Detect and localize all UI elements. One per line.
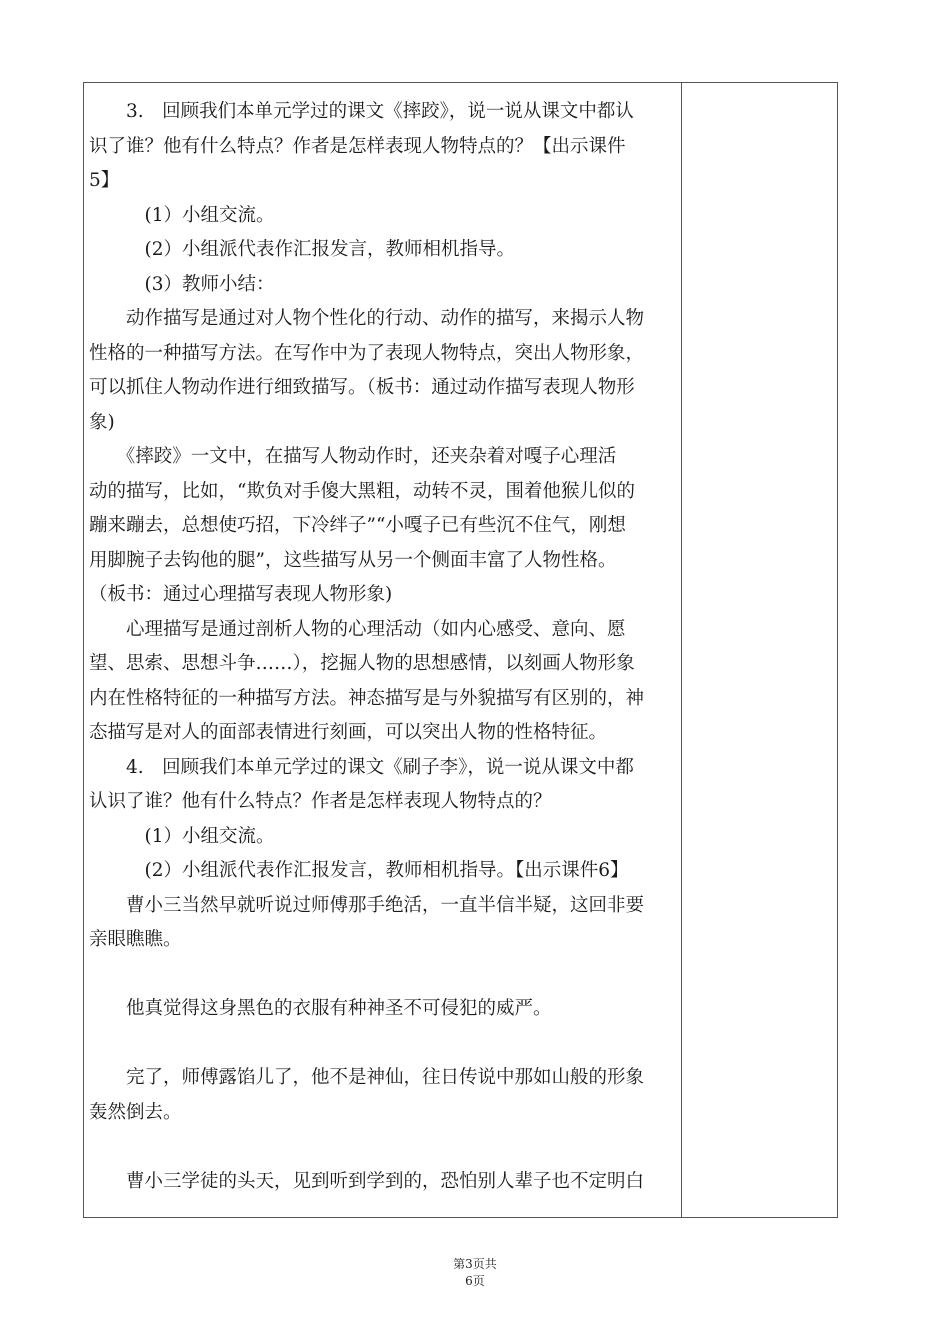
text-line: 《摔跤》一文中，在描写人物动作时，还夹杂着对嘎子心理活: [89, 446, 617, 467]
text-line: 用脚腕子去钩他的腿”，这些描写从另一个侧面丰富了人物性格。: [89, 549, 617, 571]
lesson-content-cell: [89, 95, 679, 1199]
text-line: 可以抓住人物动作进行细致描写。（板书：通过动作描写表现人物形: [89, 377, 635, 398]
text-line: (2）小组派代表作汇报发言，教师相机指导。: [89, 239, 515, 260]
text-line: 曹小三学徒的头天，见到听到学到的，恐怕别人辈子也不定明白: [89, 1170, 645, 1192]
blank-line: [89, 1130, 679, 1165]
text-line: (2）小组派代表作汇报发言，教师相机指导。【出示课件6】: [89, 860, 629, 881]
text-line: 态描写是对人的面部表情进行刻画，可以突出人物的性格特征。: [89, 722, 608, 743]
text-line: (3）教师小结：: [89, 273, 275, 295]
text-line: (1）小组交流。: [89, 825, 275, 847]
text-line: 亲眼瞧瞧。: [89, 929, 182, 950]
lesson-table: [83, 82, 838, 1218]
text-line: (1）小组交流。: [89, 204, 275, 226]
text-line: 认识了谁？他有什么特点？作者是怎样表现人物特点的？: [89, 791, 552, 812]
text-line: 内在性格特征的一种描写方法。神态描写是与外貌描写有区别的，神: [89, 687, 645, 709]
blank-line: [89, 1027, 679, 1062]
text-line: 望、思索、思想斗争……），挖掘人物的思想感情，以刻画人物形象: [89, 653, 635, 674]
text-line: 4. 回顾我们本单元学过的课文《刷子李》，说一说从课文中都: [89, 756, 634, 778]
text-line: 轰然倒去。: [89, 1101, 182, 1123]
text-line: 象): [89, 411, 115, 433]
text-line: 动作描写是通过对人物个性化的行动、动作的描写，来揭示人物: [89, 308, 645, 329]
text-line: 3. 回顾我们本单元学过的课文《摔跤》，说一说从课文中都认: [89, 101, 634, 122]
text-line: 曹小三当然早就听说过师傅那手绝活，一直半信半疑，这回非要: [89, 894, 645, 916]
text-line: 性格的一种描写方法。在写作中为了表现人物特点，突出人物形象，: [89, 342, 645, 364]
text-line: 心理描写是通过剖析人物的心理活动（如内心感受、意向、愿: [89, 618, 626, 640]
blank-line: [89, 958, 679, 993]
text-line: （板书：通过心理描写表现人物形象): [89, 584, 393, 605]
text-line: 动的描写，比如，“欺负对手傻大黑粗，动转不灵，围着他猴儿似的: [89, 480, 635, 502]
page-number-line2: 6页: [465, 1274, 485, 1288]
text-line: 识了谁？他有什么特点？作者是怎样表现人物特点的？【出示课件: [89, 135, 626, 157]
text-line: 蹦来蹦去，总想使巧招，下冷绊子”“小嘎子已有些沉不住气，刚想: [89, 515, 626, 536]
page-number-line1: 第3页共: [453, 1257, 497, 1271]
column-divider: [681, 83, 682, 1217]
text-line: 完了，师傅露馅儿了，他不是神仙，往日传说中那如山般的形象: [89, 1067, 645, 1088]
text-line: 他真觉得这身黑色的衣服有种神圣不可侵犯的威严。: [89, 998, 552, 1019]
text-line: 5】: [89, 170, 120, 191]
